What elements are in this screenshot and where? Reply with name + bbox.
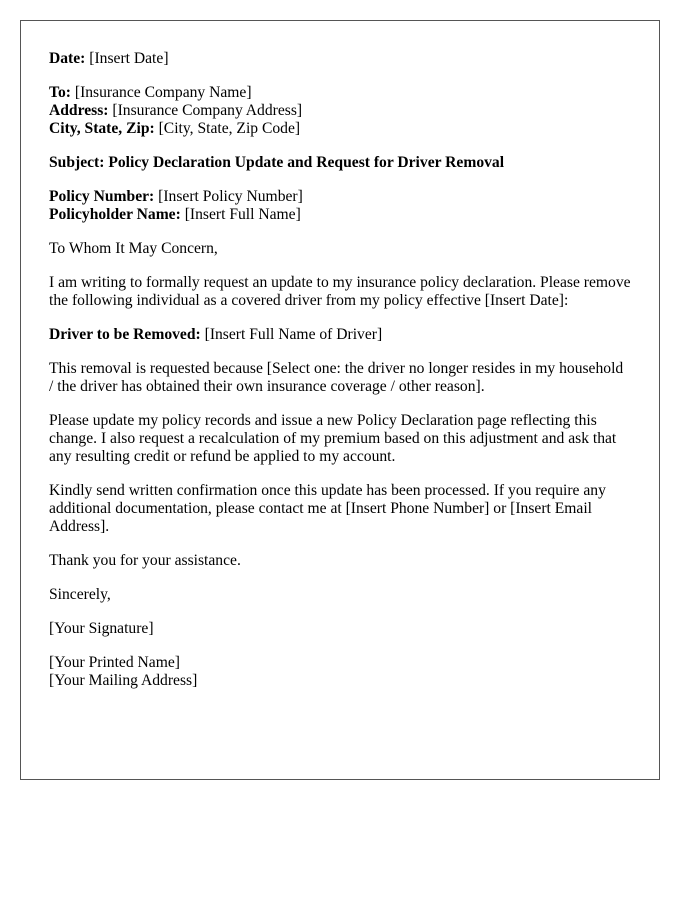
recipient-city-value: [City, State, Zip Code]	[158, 120, 301, 137]
recipient-block	[49, 84, 631, 138]
recipient-city-label: City, State, Zip:	[49, 120, 155, 137]
recipient-address-label: Address:	[49, 102, 109, 119]
date-line	[49, 50, 631, 68]
sender-block	[49, 654, 631, 690]
driver-line	[49, 326, 631, 344]
policyholder-label: Policyholder Name:	[49, 206, 181, 223]
paragraph-confirmation: Kindly send written confirmation once this update has been processed. If you require any additional documentation, please contact me at [Insert Phone Number] or [Insert Email Address].	[49, 482, 606, 535]
mailing-address: [Your Mailing Address]	[49, 672, 198, 689]
policy-number-value: [Insert Policy Number]	[158, 188, 303, 205]
policyholder-line	[49, 206, 631, 224]
policy-number-line	[49, 188, 631, 206]
signature-line: [Your Signature]	[49, 620, 154, 637]
recipient-city-line	[49, 120, 631, 138]
policyholder-value: [Insert Full Name]	[184, 206, 301, 223]
subject-block	[49, 154, 631, 172]
recipient-address-line	[49, 102, 631, 120]
recipient-to-value: [Insurance Company Name]	[74, 84, 252, 101]
closing-line: Sincerely,	[49, 586, 111, 603]
recipient-to-line	[49, 84, 631, 102]
subject-line: Subject: Policy Declaration Update and Request for Driver Removal	[49, 154, 505, 171]
paragraph-reason: This removal is requested because [Select one: the driver no longer resides in my household / the driver has obtained their own insurance coverage / other reason].	[49, 360, 624, 395]
recipient-address-value: [Insurance Company Address]	[112, 102, 303, 119]
date-value: [Insert Date]	[89, 50, 169, 67]
printed-name: [Your Printed Name]	[49, 654, 180, 671]
driver-value: [Insert Full Name of Driver]	[204, 326, 383, 343]
recipient-to-label: To:	[49, 84, 71, 101]
driver-label: Driver to be Removed:	[49, 326, 201, 343]
date-label: Date:	[49, 50, 86, 67]
thanks-line: Thank you for your assistance.	[49, 552, 241, 569]
paragraph-request: I am writing to formally request an update to my insurance policy declaration. Please remove the following individual as a covered driver from my policy effective [Insert Date]:	[49, 274, 631, 309]
salutation: To Whom It May Concern,	[49, 240, 218, 257]
date-block	[49, 50, 631, 68]
policy-block	[49, 188, 631, 224]
policy-number-label: Policy Number:	[49, 188, 155, 205]
paragraph-update: Please update my policy records and issue a new Policy Declaration page reflecting this change. I also request a recalculation of my premium based on this adjustment and ask that any resulting credit or refund be applied to my account.	[49, 412, 617, 465]
driver-block	[49, 326, 631, 344]
letter-page	[20, 20, 660, 780]
